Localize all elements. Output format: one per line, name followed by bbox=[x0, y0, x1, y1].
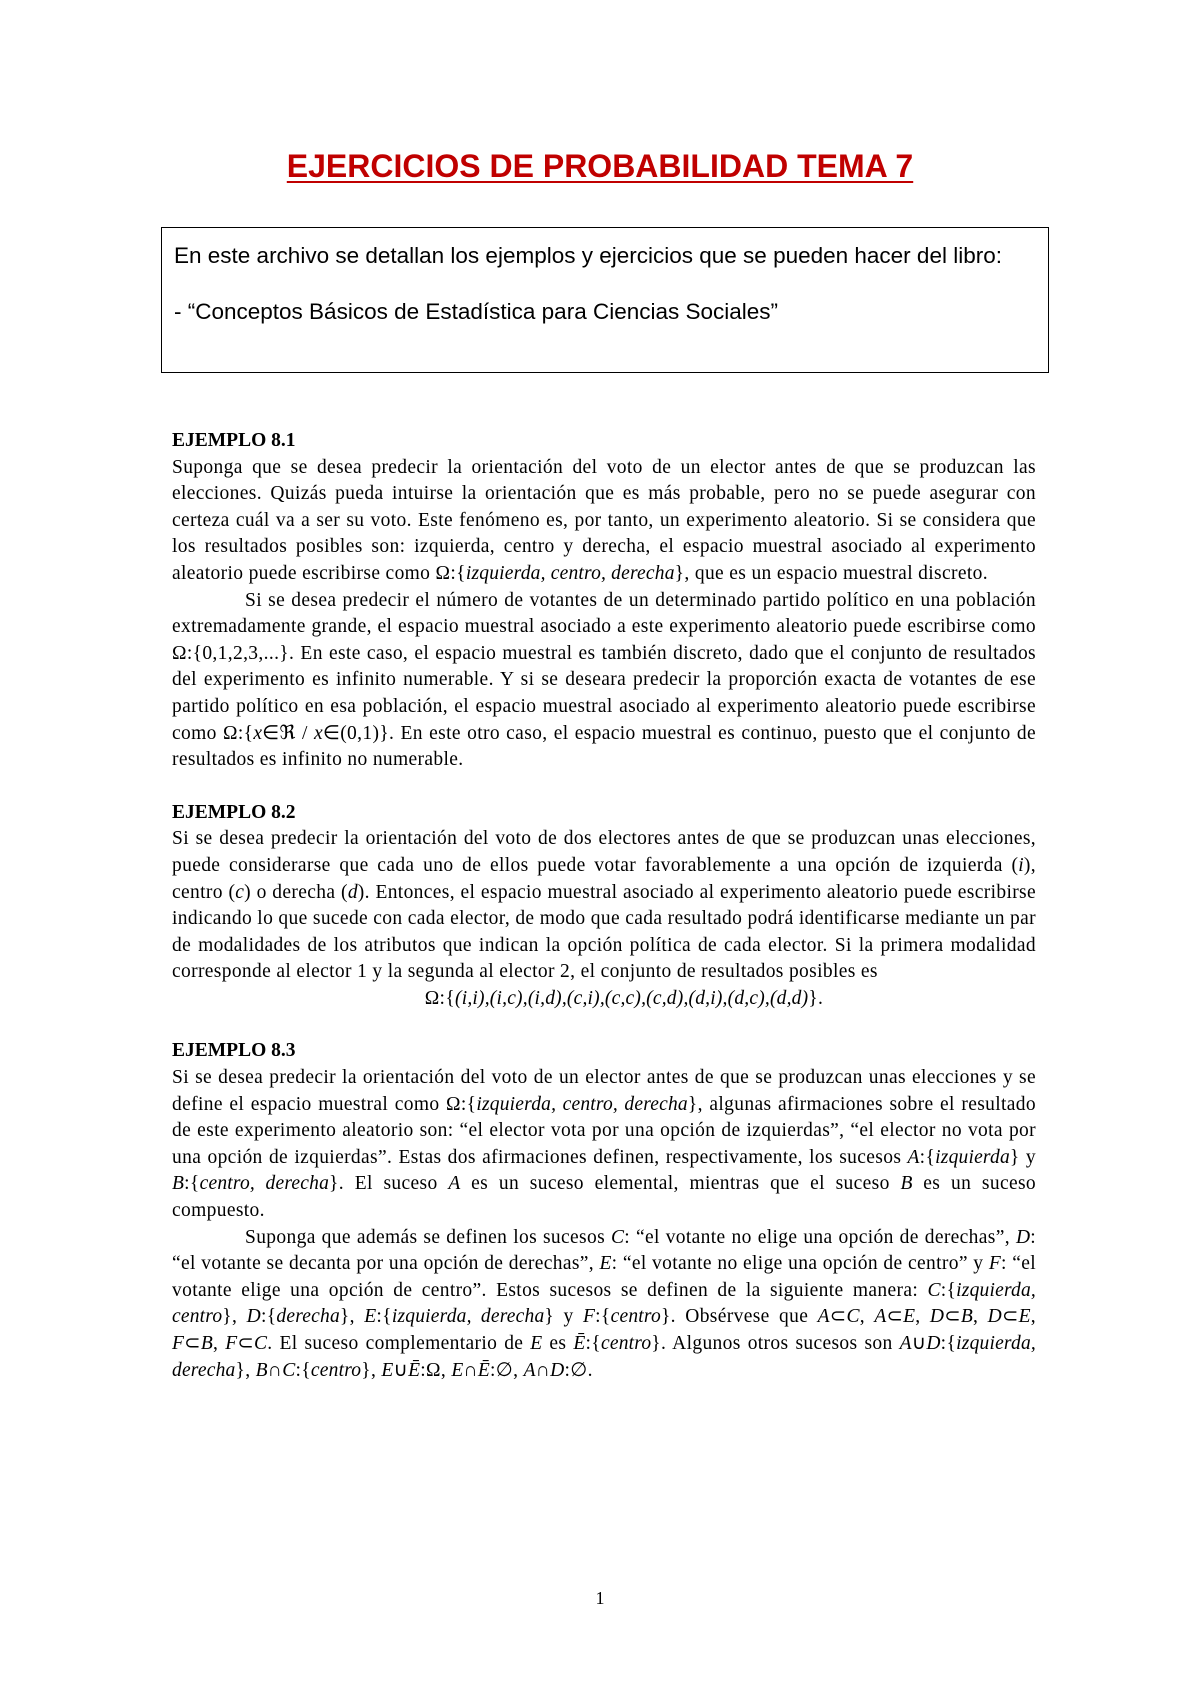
math-variable: D bbox=[550, 1359, 565, 1381]
text-run: : “el votante no elige una opción de derechas”, bbox=[624, 1226, 1016, 1248]
math-variable: F bbox=[225, 1333, 238, 1354]
math-variable: C bbox=[254, 1333, 268, 1354]
math-variable: Ē bbox=[573, 1333, 586, 1354]
math-variable: E bbox=[381, 1359, 394, 1381]
math-symbol: :{ bbox=[184, 1173, 200, 1195]
math-variable: C bbox=[282, 1359, 296, 1381]
math-symbol: :{ bbox=[940, 1279, 957, 1301]
text-run: es un suceso elemental, mientras que el suceso bbox=[460, 1173, 901, 1195]
page-number: 1 bbox=[595, 1588, 605, 1608]
math-variable: C bbox=[846, 1306, 860, 1328]
paragraph bbox=[172, 1065, 1036, 1225]
math-variable: izquierda, derecha bbox=[172, 1333, 1036, 1381]
math-variable: x bbox=[253, 722, 263, 744]
math-symbol: ∩ bbox=[267, 1359, 283, 1381]
text-run: : “el votante no elige una opción de centro” y bbox=[611, 1253, 989, 1275]
book-reference: - “Conceptos Básicos de Estadística para Ciencias Sociales” bbox=[174, 299, 779, 324]
math-symbol: } bbox=[361, 1359, 371, 1381]
text-run: , bbox=[232, 1306, 247, 1328]
math-symbol: :{ bbox=[260, 1306, 277, 1328]
math-symbol: :{ bbox=[595, 1306, 611, 1328]
text-run: , bbox=[513, 1359, 524, 1381]
math-symbol: ⊂ bbox=[237, 1333, 255, 1354]
math-symbol: } bbox=[687, 1093, 698, 1115]
math-symbol: } bbox=[674, 562, 685, 584]
math-symbol: :{ bbox=[376, 1306, 392, 1328]
math-variable: F bbox=[172, 1333, 185, 1354]
math-variable: (i,i),(i,c),(i,d),(c,i),(c,c),(c,d),(d,i),(d,c),(d,d) bbox=[455, 987, 809, 1009]
math-symbol: ) bbox=[244, 881, 251, 903]
math-variable: centro, derecha bbox=[199, 1173, 330, 1195]
text-run: . Algunos otros sucesos son bbox=[661, 1333, 900, 1354]
math-symbol: Ω:{0,1,2,3,...} bbox=[172, 642, 290, 664]
math-variable: x bbox=[314, 722, 323, 744]
math-variable: A bbox=[817, 1306, 830, 1328]
text-run: Suponga que se desea predecir la orientación del voto de un elector antes de que se produzcan las elecciones. Quizás pueda intuirse la orientación que es más probable, pero no se puede asegurar con certeza cuál va a ser su voto. Este fenómeno es, por tanto, un experimento aleatorio. Si se considera que los resultados posibles son: izquierda, centro y derecha, el espacio muestral asociado al experimento aleatorio puede escribirse como bbox=[172, 456, 1036, 584]
example-heading: EJEMPLO 8.3 bbox=[172, 1040, 296, 1062]
sample-space-formula bbox=[172, 986, 1036, 1013]
document-title: EJERCICIOS DE PROBABILIDAD TEMA 7 bbox=[286, 148, 914, 184]
math-symbol: :∅ bbox=[564, 1359, 588, 1381]
paragraph bbox=[172, 588, 1036, 774]
math-variable: c bbox=[235, 881, 245, 903]
math-variable: E bbox=[1018, 1306, 1031, 1328]
text-run: Si se desea predecir la orientación del voto de dos electores antes de que se produzcan unas elecciones, puede considerarse que cada uno de ellos puede votar favorablemente a una opción de izquierda bbox=[172, 828, 1036, 876]
math-symbol: } bbox=[222, 1306, 233, 1328]
example-heading: EJEMPLO 8.1 bbox=[172, 430, 296, 451]
math-variable: B bbox=[172, 1173, 185, 1195]
math-variable: D bbox=[987, 1306, 1002, 1328]
math-variable: B bbox=[900, 1173, 913, 1195]
math-variable: D bbox=[1015, 1226, 1031, 1248]
math-symbol: ( bbox=[1011, 854, 1019, 876]
text-run: es bbox=[542, 1333, 574, 1354]
text-run: Si se desea predecir el número de votantes de un determinado partido político en una población extremadamente grande, el espacio muestral asociado a este experimento aleatorio puede escribirse como bbox=[172, 589, 1036, 638]
paragraph bbox=[172, 826, 1036, 986]
math-variable: d bbox=[347, 881, 358, 903]
text-run: Suponga que además se definen los sucesos bbox=[245, 1226, 611, 1248]
text-run: , algunas afirmaciones sobre el resultado de este experimento aleatorio son: “el elector vota por una opción de izquierdas”, “el elector no vota por una opción de izquierdas”. Estas dos afirmaciones definen, respectivamente, los sucesos bbox=[172, 1093, 1036, 1168]
text-run: , bbox=[1030, 1306, 1037, 1328]
math-variable: izquierda, centro, derecha bbox=[465, 562, 675, 584]
text-run: . El suceso complementario de bbox=[267, 1333, 531, 1354]
example-8-1 bbox=[172, 428, 1036, 774]
math-symbol: } bbox=[235, 1359, 246, 1381]
math-variable: E bbox=[364, 1306, 377, 1328]
text-run: . En este caso, el espacio muestral es también discreto, dado que el conjunto de resultados del experimento es infinito numerable. Y si se deseara predecir la proporción exacta de votantes de ese partido político en esa población, el espacio muestral asociado al experimento aleatorio puede escribirse como bbox=[172, 642, 1036, 744]
math-variable: E bbox=[530, 1333, 543, 1354]
text-run: . Obsérvese que bbox=[670, 1306, 818, 1328]
math-variable: izquierda bbox=[935, 1146, 1010, 1168]
math-variable: F bbox=[988, 1253, 1001, 1275]
math-symbol: :{ bbox=[940, 1333, 957, 1354]
text-run: y bbox=[1019, 1146, 1037, 1168]
math-symbol: Ω:{ bbox=[446, 1093, 477, 1115]
math-variable: B bbox=[255, 1359, 268, 1381]
math-variable: Ē bbox=[408, 1359, 421, 1381]
math-variable: C bbox=[611, 1226, 625, 1248]
math-variable: A bbox=[523, 1359, 536, 1381]
math-symbol: Ω:{ bbox=[435, 562, 466, 584]
math-symbol: ∈ℜ / bbox=[262, 722, 315, 744]
math-symbol: :∅ bbox=[490, 1359, 514, 1381]
math-symbol: ∩ bbox=[463, 1359, 478, 1381]
math-variable: centro bbox=[310, 1359, 362, 1381]
math-variable: centro bbox=[610, 1306, 661, 1328]
math-symbol: ∩ bbox=[535, 1359, 551, 1381]
math-symbol: ( bbox=[228, 881, 236, 903]
math-symbol: } bbox=[544, 1306, 555, 1328]
math-symbol: } bbox=[339, 1306, 350, 1328]
math-symbol: ⊂ bbox=[1001, 1306, 1019, 1328]
text-run: , bbox=[212, 1333, 226, 1354]
math-variable: C bbox=[927, 1279, 941, 1301]
text-run: . En este otro caso, el espacio muestral es continuo, puesto que el conjunto de resultados es infinito no numerable. bbox=[172, 722, 1036, 771]
math-symbol: } bbox=[1009, 1146, 1020, 1168]
text-run: , bbox=[245, 1359, 256, 1381]
math-variable: D bbox=[246, 1306, 261, 1328]
math-symbol: :Ω bbox=[420, 1359, 441, 1381]
text-run: y bbox=[554, 1306, 584, 1328]
math-variable: E bbox=[903, 1306, 916, 1328]
paragraph bbox=[172, 455, 1036, 588]
math-variable: D bbox=[926, 1333, 941, 1354]
math-variable: A bbox=[907, 1146, 920, 1168]
math-variable: A bbox=[448, 1173, 461, 1195]
text-run: Si se desea predecir la orientación del voto de un elector antes de que se produzcan unas elecciones y se define el espacio muestral como bbox=[172, 1067, 1036, 1115]
math-symbol: ) bbox=[1023, 854, 1031, 876]
math-symbol: ∪ bbox=[393, 1359, 409, 1381]
math-symbol: :{ bbox=[919, 1146, 936, 1168]
text-run: , bbox=[440, 1359, 452, 1381]
math-symbol: ) bbox=[357, 881, 365, 903]
text-run: , bbox=[973, 1306, 988, 1328]
text-run: , centro bbox=[172, 854, 1036, 903]
math-variable: centro bbox=[600, 1333, 652, 1354]
math-symbol: Ω:{ bbox=[222, 722, 254, 744]
text-run: o derecha bbox=[250, 881, 341, 903]
math-variable: F bbox=[583, 1306, 596, 1328]
math-symbol: Ω:{ bbox=[424, 987, 456, 1009]
math-symbol: ( bbox=[340, 881, 348, 903]
math-symbol: ∈(0,1)} bbox=[322, 722, 390, 744]
text-run: , bbox=[349, 1306, 365, 1328]
text-run: . El suceso bbox=[338, 1173, 449, 1195]
math-variable: E bbox=[599, 1253, 612, 1275]
math-variable: derecha bbox=[276, 1306, 340, 1328]
text-run: : “el votante elige una opción de centro”. Estos sucesos se definen de la siguiente manera: bbox=[172, 1253, 1036, 1301]
math-variable: B bbox=[960, 1306, 974, 1328]
math-symbol: ⊂ bbox=[944, 1306, 961, 1328]
example-8-3 bbox=[172, 1038, 1036, 1384]
math-variable: D bbox=[929, 1306, 945, 1328]
intro-text: En este archivo se detallan los ejemplos y ejercicios que se pueden hacer del libro: bbox=[174, 243, 1002, 268]
math-symbol: } bbox=[651, 1333, 661, 1354]
math-symbol: }. bbox=[808, 987, 824, 1009]
math-symbol: ∪ bbox=[911, 1333, 927, 1354]
math-variable: A bbox=[899, 1333, 912, 1354]
text-run: , bbox=[915, 1306, 930, 1328]
math-symbol: :{ bbox=[295, 1359, 311, 1381]
example-heading: EJEMPLO 8.2 bbox=[172, 801, 296, 823]
paragraph bbox=[172, 1225, 1036, 1385]
math-variable: i bbox=[1018, 854, 1024, 876]
text-run: , que es un espacio muestral discreto. bbox=[684, 562, 988, 584]
example-8-2 bbox=[172, 800, 1036, 1013]
text-run: . bbox=[587, 1359, 593, 1381]
math-variable: izquierda, centro bbox=[172, 1279, 1036, 1328]
math-symbol: ⊂ bbox=[886, 1306, 904, 1328]
document-body bbox=[172, 428, 1036, 1384]
math-variable: izquierda, derecha bbox=[391, 1306, 545, 1328]
text-run: es un suceso compuesto. bbox=[172, 1173, 1036, 1222]
math-symbol: } bbox=[660, 1306, 671, 1328]
math-symbol: } bbox=[329, 1173, 339, 1195]
text-run: , bbox=[859, 1306, 875, 1328]
math-variable: Ē bbox=[477, 1359, 491, 1381]
math-variable: A bbox=[874, 1306, 887, 1328]
math-symbol: :{ bbox=[585, 1333, 601, 1354]
math-symbol: ⊂ bbox=[829, 1306, 847, 1328]
text-run: , bbox=[370, 1359, 382, 1381]
math-variable: E bbox=[451, 1359, 464, 1381]
intro-box bbox=[161, 227, 1049, 373]
text-run: : “el votante se decanta por una opción de derechas”, bbox=[172, 1226, 1037, 1275]
math-symbol: ⊂ bbox=[184, 1333, 201, 1354]
math-variable: B bbox=[200, 1333, 213, 1354]
text-run: . Entonces, el espacio muestral asociado al experimento aleatorio puede escribirse indicando lo que sucede con cada elector, de modo que cada resultado podrá identificarse mediante un par de modalidades de los atributos que indican la opción política de cada elector. Si la primera modalidad corresponde al elector 1 y la segunda al elector 2, el conjunto de resultados posibles es bbox=[172, 881, 1037, 983]
math-variable: izquierda, centro, derecha bbox=[476, 1093, 688, 1115]
